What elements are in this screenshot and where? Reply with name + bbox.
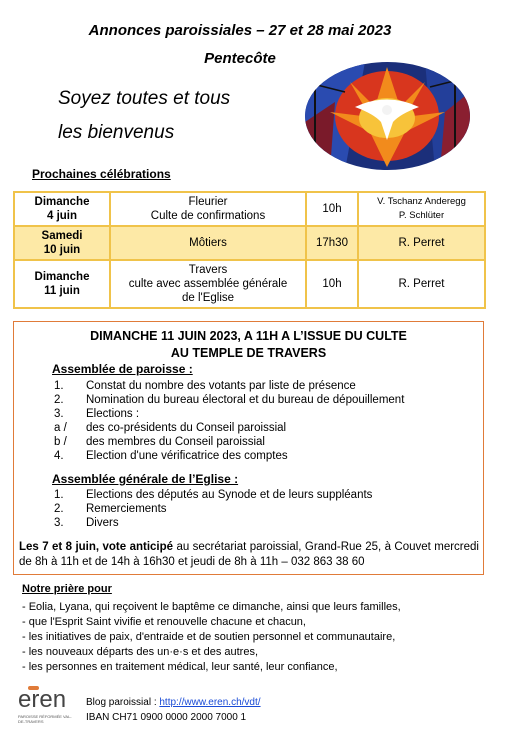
day-cell: Dimanche 11 juin [14, 260, 110, 308]
list-item: 1. Constat du nombre des votants par liste de présence [54, 380, 356, 392]
table-row [14, 192, 485, 226]
prayer-item: - que l'Esprit Saint vivifie et renouvelle chacune et chacun, [22, 616, 306, 628]
celebrations-table [13, 191, 486, 309]
list-item: 4. Election d'une vérificatrice des comptes [54, 450, 288, 462]
eren-logo: eren PAROISSE RÉFORMÉE VAL-DE-TRAVERS [18, 686, 72, 724]
assembly-box [13, 321, 484, 575]
list-item: 2. Remerciements [54, 503, 167, 515]
assembly-headline-1: DIMANCHE 11 JUIN 2023, A 11H A L’ISSUE DU CULTE [90, 329, 407, 343]
prayer-item: - les personnes en traitement médical, leur santé, leur confiance, [22, 661, 338, 673]
table-row [14, 226, 485, 260]
page-subtitle: Pentecôte [204, 50, 276, 67]
minister-cell: R. Perret [358, 226, 485, 260]
day-cell: Dimanche 4 juin [14, 192, 110, 226]
page-title: Annonces paroissiales – 27 et 28 mai 2023 [88, 22, 392, 39]
list-item: 2. Nomination du bureau électoral et du bureau de dépouillement [54, 394, 405, 406]
assembly-headline-2: AU TEMPLE DE TRAVERS [170, 346, 327, 360]
prayer-item: - les initiatives de paix, d'entraide et de soutien personnel et communautaire, [22, 631, 396, 643]
early-vote-notice: Les 7 et 8 juin, vote anticipé au secrétariat paroissial, Grand-Rue 25, à Couvet mercredi de 8h à 11h et de 14h à 16h30 et jeudi de 8h à 11h – 032 863 38 60 [19, 541, 479, 568]
prayer-title: Notre prière pour [22, 583, 112, 595]
time-cell: 17h30 [306, 226, 358, 260]
day-cell: Samedi 10 juin [14, 226, 110, 260]
list-item: a / des co-présidents du Conseil paroissial [54, 422, 287, 434]
blog-link[interactable]: http://www.eren.ch/vdt/ [159, 697, 261, 708]
list-item: 3. Divers [54, 517, 119, 529]
prayer-item: - Eolia, Lyana, qui reçoivent le baptême ce dimanche, ainsi que leurs familles, [22, 601, 401, 613]
time-cell: 10h [306, 192, 358, 226]
time-cell: 10h [306, 260, 358, 308]
stained-glass-dove-image [305, 62, 470, 170]
event-cell: Travers culte avec assemblée générale de l'Eglise [110, 260, 306, 308]
table-row [14, 260, 485, 308]
celebrations-title: Prochaines célébrations [32, 167, 171, 181]
list-item: 3. Elections : [54, 408, 140, 420]
minister-cell: R. Perret [358, 260, 485, 308]
blog-line: Blog paroissial : http://www.eren.ch/vdt/ [86, 697, 261, 708]
church-assembly-title: Assemblée générale de l’Eglise : [52, 472, 239, 486]
list-item: b / des membres du Conseil paroissial [54, 436, 265, 448]
parish-assembly-title: Assemblée de paroisse : [52, 362, 193, 376]
iban-text: IBAN CH71 0900 0000 2000 7000 1 [86, 712, 247, 723]
prayer-item: - les nouveaux départs des un·e·s et des autres, [22, 646, 259, 658]
minister-cell: V. Tschanz Anderegg P. Schlüter [358, 192, 485, 226]
event-cell: Môtiers [110, 226, 306, 260]
event-cell: Fleurier Culte de confirmations [110, 192, 306, 226]
welcome-line-2: les bienvenus [58, 122, 175, 143]
welcome-line-1: Soyez toutes et tous [58, 88, 231, 109]
list-item: 1. Elections des députés au Synode et de leurs suppléants [54, 489, 373, 501]
